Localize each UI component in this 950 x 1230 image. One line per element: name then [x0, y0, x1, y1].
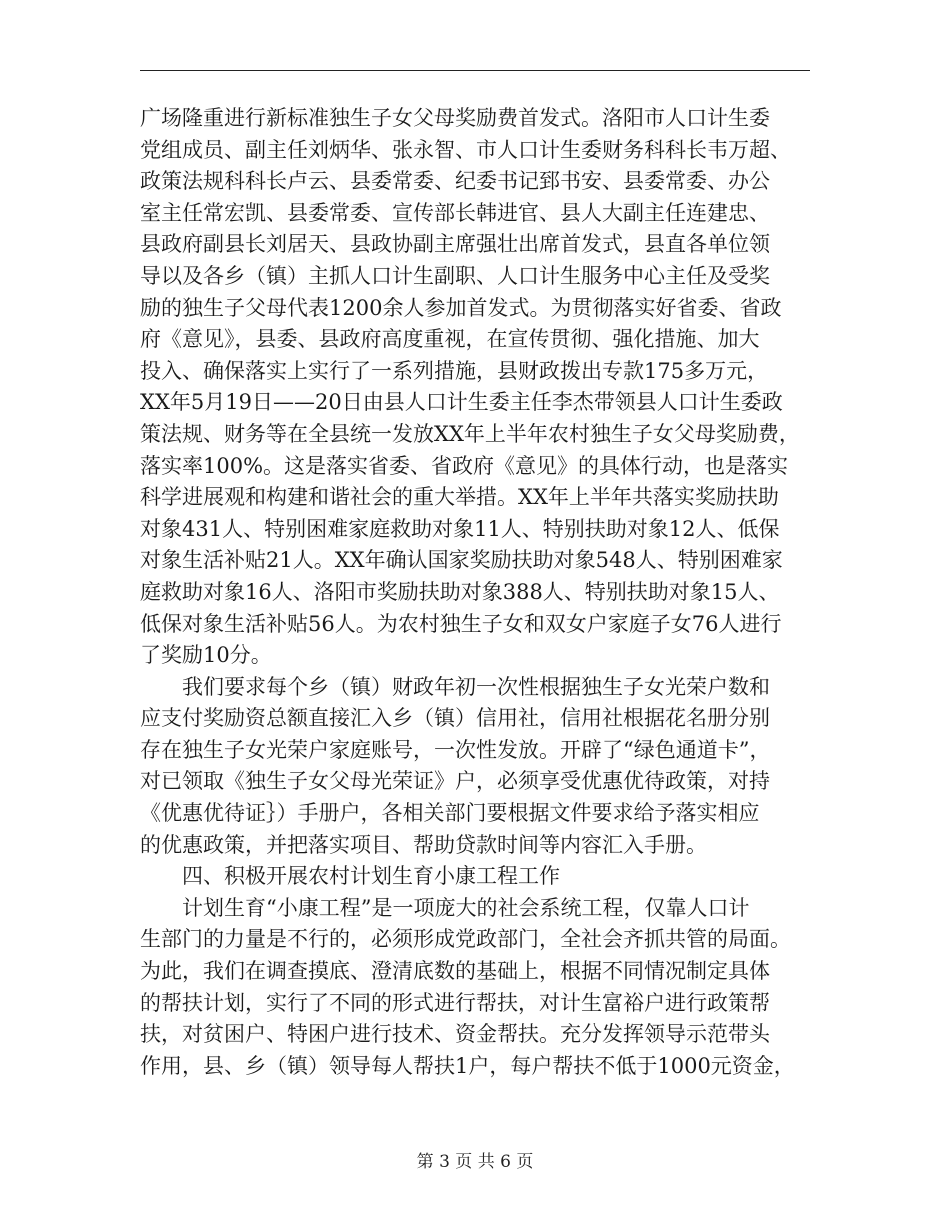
text-line: 政策法规科科长卢云、县委常委、纪委书记郅书安、县委常委、办公 [140, 169, 770, 194]
text-line: 生部门的力量是不行的，必须形成党政部门，全社会齐抓共管的局面。 [140, 927, 791, 952]
text-line: 庭救助对象16人、洛阳市奖励扶助对象388人、特别扶助对象15人、 [140, 579, 780, 604]
text-line: 广场隆重进行新标准独生子女父母奖励费首发式。洛阳市人口计生委 [140, 106, 770, 130]
text-line: 党组成员、副主任刘炳华、张永智、市人口计生委财务科科长韦万超、 [140, 137, 791, 162]
text-line: 投入、确保落实上实行了一系列措施，县财政拨出专款175多万元， [140, 358, 769, 383]
text-line: 的帮扶计划，实行了不同的形式进行帮扶，对计生富裕户进行政策帮 [140, 990, 770, 1015]
text-line: 低保对象生活补贴56人。为农村独生子女和双女户家庭子女76人进行 [140, 611, 782, 636]
text-line: 室主任常宏凯、县委常委、宣传部长韩进官、县人大副主任连建忠、 [140, 200, 770, 225]
text-line: 府《意见》，县委、县政府高度重视，在宣传贯彻、强化措施、加大 [140, 327, 760, 352]
header-rule [140, 70, 810, 71]
text-line: 应支付奖励资总额直接汇入乡（镇）信用社，信用社根据花名册分别 [140, 706, 770, 731]
body-text [140, 103, 810, 1082]
text-line: 《优惠优待证｝）手册户，各相关部门要根据文件要求给予落实相应 [140, 801, 760, 826]
section-heading: 四、积极开展农村计划生育小康工程工作 [182, 864, 560, 889]
text-line: 了奖励10分。 [140, 643, 272, 668]
text-line: 的优惠政策，并把落实项目、帮助贷款时间等内容汇入手册。 [140, 832, 707, 857]
text-line: 科学进展观和构建和谐社会的重大举措。XX年上半年共落实奖励扶助 [140, 485, 779, 510]
text-line: 对象生活补贴21人。XX年确认国家奖励扶助对象548人、特别困难家 [140, 548, 783, 573]
text-line: 对象431人、特别困难家庭救助对象11人、特别扶助对象12人、低保 [140, 516, 780, 541]
text-line: 为此，我们在调查摸底、澄清底数的基础上，根据不同情况制定具体 [140, 959, 770, 984]
text-line: 存在独生子女光荣户家庭账号，一次性发放。开辟了“绿色通道卡”， [140, 737, 771, 762]
text-line: 策法规、财务等在全县统一发放XX年上半年农村独生子女父母奖励费， [140, 421, 800, 446]
page-footer: 第 3 页 共 6 页 [416, 1152, 534, 1172]
text-line: 对已领取《独生子女父母光荣证》户，必须享受优惠优待政策，对持 [140, 769, 770, 794]
text-line: 导以及各乡（镇）主抓人口计生副职、人口计生服务中心主任及受奖 [140, 263, 770, 288]
text-line: XX年5月19日——20日由县人口计生委主任李杰带领县人口计生委政 [140, 390, 783, 415]
text-line: 作用，县、乡（镇）领导每人帮扶1户，每户帮扶不低于1000元资金， [140, 1053, 795, 1078]
text-line: 励的独生子父母代表1200余人参加首发式。为贯彻落实好省委、省政 [140, 295, 782, 320]
text-line: 县政府副县长刘居天、县政协副主席强壮出席首发式，县直各单位领 [140, 232, 770, 257]
text-line: 计划生育“小康工程”是一项庞大的社会系统工程，仅靠人口计 [182, 895, 750, 920]
text-line: 我们要求每个乡（镇）财政年初一次性根据独生子女光荣户数和 [182, 674, 770, 699]
text-line: 扶，对贫困户、特困户进行技术、资金帮扶。充分发挥领导示范带头 [140, 1022, 770, 1047]
text-line: 落实率100%。这是落实省委、省政府《意见》的具体行动，也是落实 [140, 453, 789, 478]
